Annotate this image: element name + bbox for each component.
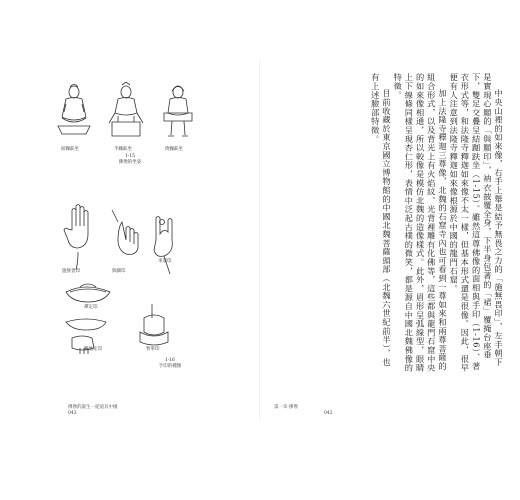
figure-mudras bbox=[52, 200, 202, 370]
page-number-left: 043 bbox=[68, 411, 77, 416]
figure-number: 1-15 bbox=[124, 154, 136, 159]
running-footer-right: 第一章 佛像 bbox=[274, 405, 298, 410]
label-abhaya-mudra: 施無畏印 bbox=[62, 269, 80, 274]
figure-title: 手印的種類 bbox=[158, 364, 182, 369]
pendant-leg-posture-illustration bbox=[164, 86, 192, 136]
body-text bbox=[370, 73, 504, 373]
label-raigo-mudra: 來迎印 bbox=[158, 259, 172, 264]
caption-half-lotus-position: 半跏趺坐 bbox=[114, 147, 132, 152]
caption-pendant-leg-position: 倚跏趺坐 bbox=[165, 147, 183, 152]
right-page bbox=[260, 0, 520, 500]
dhyana-mudra-illustration bbox=[66, 284, 110, 302]
figure-number: 1-16 bbox=[164, 358, 176, 363]
varada-mudra-illustration bbox=[112, 210, 138, 254]
label-bhumisparsha-mudra: 觸地定印 bbox=[84, 347, 102, 352]
half-lotus-posture-illustration bbox=[109, 82, 143, 136]
running-footer-left: 佛像的誕生一從道具中國 bbox=[68, 405, 118, 410]
paragraph: 目前收藏於東京國立博物館的中國北魏菩薩頭部（北魏六世紀前半），也有上述臉部特徵。 bbox=[370, 73, 392, 367]
figure-title: 佛像的坐姿 bbox=[118, 160, 142, 165]
paragraph: 加上法隆寺釋迦三尊像，北魏的石窟寺內也可看到一尊如來和兩尊菩薩的組合形式，以及背光上有火焰紋、光背裡雕有化佛等，這些都與龍門石窟中央的如來像相通，所以較像是模仿北魏的造像樣式。此外，眉形呈弧線型，眼睛上下線條同樣呈現杏仁形，表情中泛起古樸的微笑，都是源自中國北魏佛像的特徵。 bbox=[393, 73, 448, 373]
abhaya-mudra-illustration bbox=[64, 205, 88, 271]
paragraph: 中央山裡的如來像，右手上舉是結予無畏之力的「施無畏印」，左手朝下是實現心願的「與願印」，衲衣披覆全身，下半身包著的「裙」覆掩台座垂下，雙足交疊呈結跏趺坐（1-15）。雖然這尊佛像的面相與手印（1-16）、著衣形式等，和法隆寺釋迦如來像不太一樣，但基本形式還是很像。因此，很早便有人注意到法隆寺釋迦如來像根源於中國的龍門石窟。 bbox=[449, 73, 504, 373]
label-varada-mudra: 與願印 bbox=[112, 269, 126, 274]
caption-lotus-position: 結跏趺坐 bbox=[61, 147, 79, 152]
label-dhyana-mudra: 禪定印 bbox=[84, 305, 98, 310]
lotus-posture-illustration bbox=[58, 85, 90, 135]
figure-1-15-label bbox=[110, 154, 150, 166]
figure-seated-postures bbox=[52, 82, 202, 142]
figure-1-16-label bbox=[150, 358, 190, 370]
label-wisdom-fist-mudra: 智拳印 bbox=[146, 347, 160, 352]
page-number-right: 042 bbox=[324, 411, 333, 416]
vitarka-mudra-illustration bbox=[154, 217, 172, 275]
wisdom-fist-mudra-illustration bbox=[140, 304, 168, 345]
